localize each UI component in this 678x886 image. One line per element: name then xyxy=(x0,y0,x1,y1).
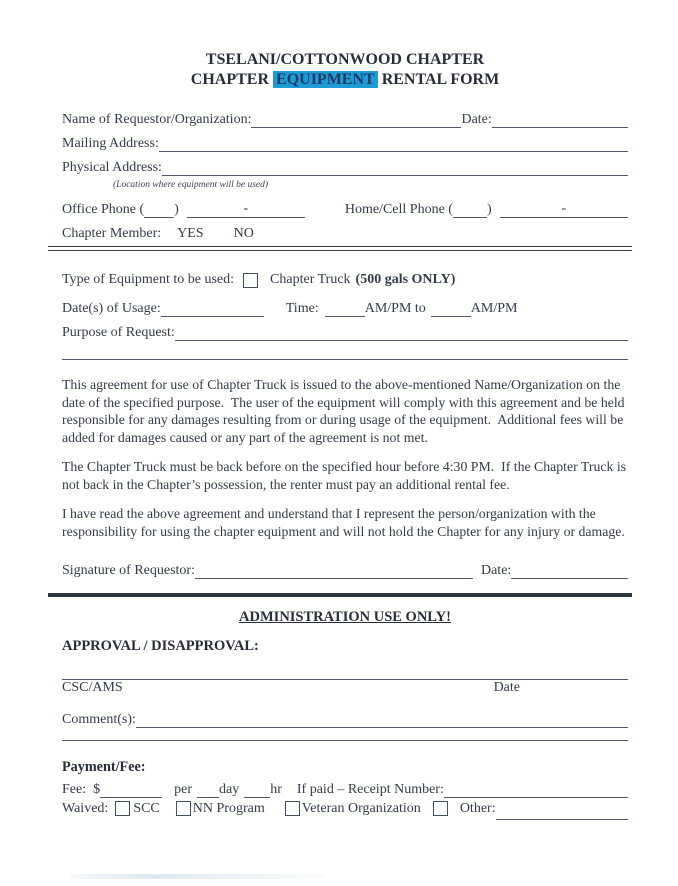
form-content xyxy=(0,50,678,820)
other-input-line[interactable] xyxy=(496,819,628,820)
member-yes-option[interactable]: YES xyxy=(177,226,204,241)
physical-address-row xyxy=(62,152,628,176)
home-area-code-line[interactable] xyxy=(453,217,487,218)
scan-artifact-smudge xyxy=(70,874,325,879)
title-line2 xyxy=(62,70,628,90)
usage-time-row xyxy=(62,293,628,317)
signature-date-input-line[interactable] xyxy=(511,578,628,579)
signature-input-line[interactable] xyxy=(195,578,473,579)
admin-heading: ADMINISTRATION USE ONLY! xyxy=(239,608,451,625)
date-label: Date: xyxy=(461,112,492,127)
usage-dates-label: Date(s) of Usage: xyxy=(62,301,161,316)
signature-row xyxy=(62,557,628,579)
agreement-paragraph-3: I have read the above agreement and understand that I represent the person/organization with the responsibility for using the chapter equipment and will not hold the Chapter for any injury or damage. xyxy=(62,506,625,539)
fee-label: Fee: $ xyxy=(62,781,101,797)
home-phone-dash: - xyxy=(561,201,567,216)
location-note: (Location where equipment will be used) xyxy=(113,180,269,190)
agreement-paragraph-2: The Chapter Truck must be back before on the specified hour before 4:30 PM. If the Chapter Truck is not back in the Chapter’s possession, the renter must pay an additional rental fee. xyxy=(62,459,630,492)
per-day-input-line[interactable] xyxy=(197,797,219,798)
date-input-line[interactable] xyxy=(492,127,628,128)
purpose-extra-input-line[interactable] xyxy=(62,359,628,360)
mailing-address-label: Mailing Address: xyxy=(62,136,159,151)
name-date-row xyxy=(62,104,628,128)
time-end-input-line[interactable] xyxy=(431,316,471,317)
waived-scc-label: SCC xyxy=(133,800,160,816)
form-title xyxy=(62,50,628,90)
physical-address-label: Physical Address: xyxy=(62,160,162,175)
mailing-address-row xyxy=(62,128,628,152)
purpose-input-line[interactable] xyxy=(175,340,628,341)
waived-row xyxy=(62,798,628,820)
fee-amount-input-line[interactable] xyxy=(100,797,162,798)
waived-scc-checkbox[interactable] xyxy=(115,801,130,816)
hr-label: hr xyxy=(270,781,282,797)
time-label: Time: xyxy=(285,301,319,316)
chapter-member-row xyxy=(62,218,628,242)
name-input-line[interactable] xyxy=(251,127,461,128)
purpose-label: Purpose of Request: xyxy=(62,325,175,340)
admin-section-divider xyxy=(48,593,632,597)
csc-date-label: Date xyxy=(493,679,520,695)
ampm-to-label: AM/PM to xyxy=(364,301,426,316)
phone-row xyxy=(62,194,628,218)
title-line2-pre: CHAPTER xyxy=(190,71,270,88)
csc-ams-label: CSC/AMS xyxy=(62,679,123,695)
other-label: Other: xyxy=(459,800,496,816)
truck-capacity-label: (500 gals ONLY) xyxy=(355,272,456,287)
requestor-section xyxy=(62,104,628,242)
ampm-label: AM/PM xyxy=(470,301,518,316)
office-phone-dash: - xyxy=(243,201,249,216)
payment-section-divider xyxy=(62,740,628,741)
title-highlighted-word: EQUIPMENT xyxy=(273,71,378,88)
section-divider-double xyxy=(48,246,632,251)
comments-row xyxy=(62,704,628,728)
home-phone-label: Home/Cell Phone ( xyxy=(344,202,453,217)
name-label: Name of Requestor/Organization: xyxy=(62,112,252,127)
home-phone-close: ) xyxy=(486,202,492,217)
purpose-extra-row xyxy=(62,341,628,360)
equipment-type-row xyxy=(62,267,628,293)
csc-date-row xyxy=(62,680,628,702)
office-phone-close: ) xyxy=(174,202,179,217)
agreement-paragraph-1: This agreement for use of Chapter Truck is issued to the above-mentioned Name/Organization on the date of the specified purpose. The user of the equipment will comply with this agreement and be held responsible for any damages resulting from or during usage of the equipment. Additional fees will be added for damages caused or any part of the agreement is not met. xyxy=(62,377,629,445)
per-hr-input-line[interactable] xyxy=(244,797,270,798)
comments-input-line[interactable] xyxy=(136,727,628,728)
per-label: per xyxy=(174,781,192,797)
mailing-address-input-line[interactable] xyxy=(159,151,628,152)
usage-dates-input-line[interactable] xyxy=(161,316,264,317)
receipt-number-label: If paid – Receipt Number: xyxy=(296,781,444,797)
physical-address-note-row xyxy=(62,176,628,190)
time-start-input-line[interactable] xyxy=(325,316,365,317)
title-line1: TSELANI/COTTONWOOD CHAPTER xyxy=(205,51,485,68)
title-line2-post: RENTAL FORM xyxy=(381,71,500,88)
chapter-member-label: Chapter Member: xyxy=(62,226,162,241)
equipment-type-label: Type of Equipment to be used: xyxy=(62,272,235,287)
chapter-truck-checkbox[interactable] xyxy=(243,273,258,288)
signature-label: Signature of Requestor: xyxy=(62,563,195,578)
purpose-row xyxy=(62,317,628,341)
equipment-section xyxy=(62,267,628,360)
office-phone-label: Office Phone ( xyxy=(62,202,145,217)
comments-label: Comment(s): xyxy=(62,711,136,727)
waived-label: Waived: xyxy=(62,800,109,816)
receipt-number-input-line[interactable] xyxy=(444,797,628,798)
waived-nn-program-label: NN Program xyxy=(192,800,265,816)
office-area-code-line[interactable] xyxy=(144,217,174,218)
chapter-truck-label: Chapter Truck xyxy=(270,272,351,287)
signature-date-label: Date: xyxy=(480,563,512,578)
payment-heading: Payment/Fee: xyxy=(62,758,146,775)
fee-row xyxy=(62,776,628,798)
home-phone-number-line[interactable] xyxy=(500,201,628,218)
waived-nn-program-checkbox[interactable] xyxy=(176,801,191,816)
office-phone-number-line[interactable] xyxy=(187,201,305,218)
waived-veteran-checkbox[interactable] xyxy=(285,801,300,816)
waived-other-checkbox[interactable] xyxy=(433,801,448,816)
member-no-option[interactable]: NO xyxy=(233,226,254,241)
approval-label: APPROVAL / DISAPPROVAL: xyxy=(62,637,259,654)
waived-veteran-label: Veteran Organization xyxy=(301,800,421,816)
day-label: day xyxy=(219,781,240,797)
